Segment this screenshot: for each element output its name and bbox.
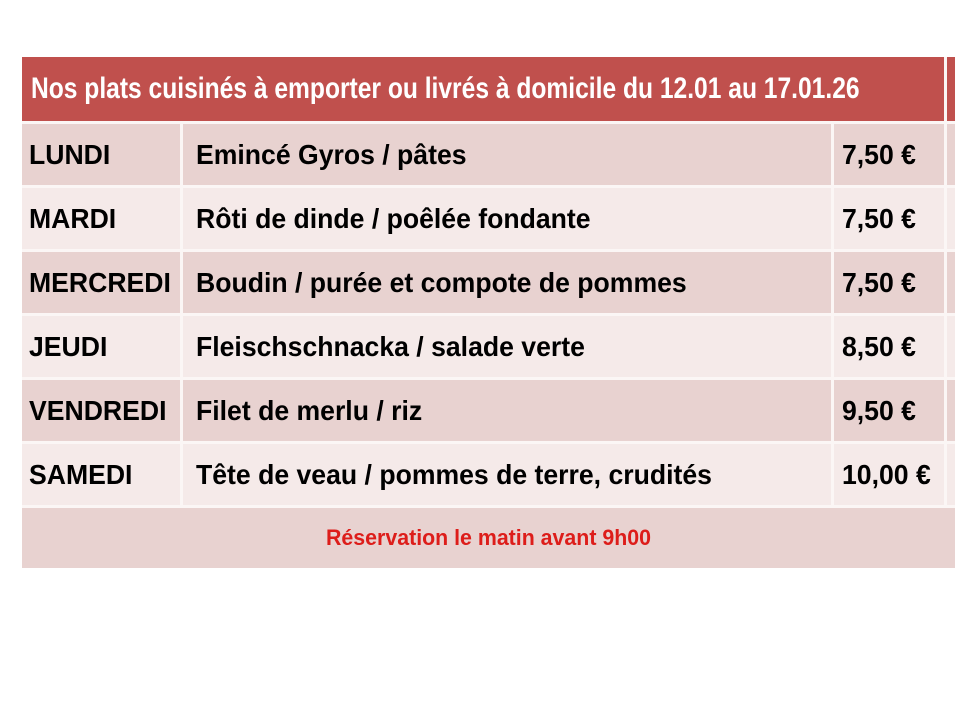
day-label: LUNDI [29, 138, 111, 170]
reservation-note: Réservation le matin avant 9h00 [326, 525, 651, 550]
price-label: 9,50 € [842, 394, 916, 426]
price-label: 7,50 € [842, 266, 916, 298]
dish-cell-samedi [183, 444, 831, 505]
dish-label: Emincé Gyros / pâtes [196, 138, 467, 170]
day-label: MERCREDI [29, 266, 171, 298]
reservation-note-cell [22, 508, 955, 568]
day-label: MARDI [29, 202, 117, 234]
price-label: 7,50 € [842, 138, 916, 170]
day-label: SAMEDI [29, 458, 133, 490]
price-cell-mercredi [834, 252, 944, 313]
day-cell-mardi [22, 188, 180, 249]
price-cell-mardi [834, 188, 944, 249]
day-cell-jeudi [22, 316, 180, 377]
dish-label: Fleischschnacka / salade verte [196, 330, 585, 362]
price-cell-samedi [834, 444, 944, 505]
table-title: Nos plats cuisinés à emporter ou livrés à domicile du 12.01 au 17.01.26 [31, 72, 860, 105]
dish-cell-mercredi [183, 252, 831, 313]
price-cell-jeudi [834, 316, 944, 377]
dish-label: Filet de merlu / riz [196, 394, 423, 426]
table-edge-sliver [947, 380, 955, 441]
table-edge-sliver [947, 444, 955, 505]
day-cell-lundi [22, 124, 180, 185]
weekly-menu-table [22, 57, 955, 568]
price-label: 7,50 € [842, 202, 916, 234]
day-cell-vendredi [22, 380, 180, 441]
day-label: VENDREDI [29, 394, 167, 426]
dish-cell-mardi [183, 188, 831, 249]
dish-label: Boudin / purée et compote de pommes [196, 266, 687, 298]
dish-cell-lundi [183, 124, 831, 185]
price-label: 10,00 € [842, 458, 931, 490]
table-edge-sliver-header [947, 57, 955, 121]
table-edge-sliver [947, 252, 955, 313]
day-label: JEUDI [29, 330, 108, 362]
dish-label: Tête de veau / pommes de terre, crudités [196, 458, 712, 490]
table-edge-sliver [947, 124, 955, 185]
day-cell-samedi [22, 444, 180, 505]
day-cell-mercredi [22, 252, 180, 313]
price-cell-lundi [834, 124, 944, 185]
price-label: 8,50 € [842, 330, 916, 362]
price-cell-vendredi [834, 380, 944, 441]
dish-label: Rôti de dinde / poêlée fondante [196, 202, 591, 234]
dish-cell-vendredi [183, 380, 831, 441]
table-edge-sliver [947, 188, 955, 249]
table-title-cell [22, 57, 944, 121]
table-edge-sliver [947, 316, 955, 377]
dish-cell-jeudi [183, 316, 831, 377]
